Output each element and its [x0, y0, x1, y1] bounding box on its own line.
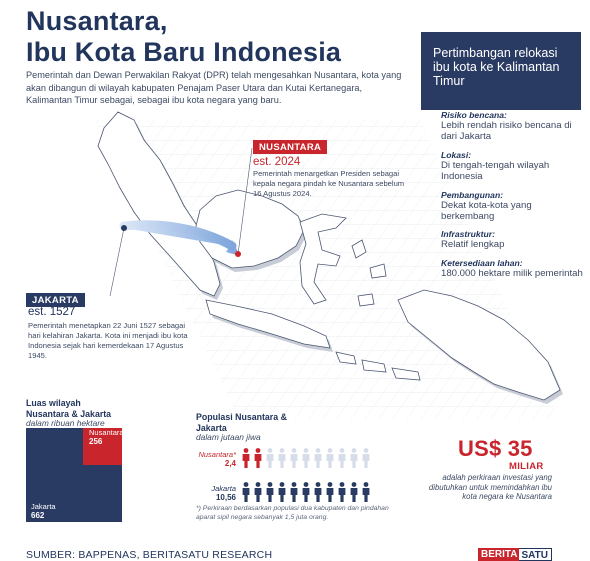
jakarta-person-icon — [267, 482, 274, 502]
area-subtitle: dalam ribuan hektare — [26, 418, 105, 428]
reason-label: Infrastruktur: — [441, 229, 495, 240]
jakarta-marker — [121, 225, 127, 231]
nusantara-person-icon — [327, 448, 334, 468]
reason-value: Lebih rendah risiko bencana di dari Jakarta — [441, 120, 572, 143]
jakarta-person-icon — [363, 482, 370, 502]
area-title: Luas wilayah Nusantara & Jakarta — [26, 398, 112, 419]
reason-label: Lokasi: — [441, 149, 472, 160]
reason-lahan — [441, 258, 586, 279]
jakarta-population-label: Jakarta — [211, 484, 236, 493]
jakarta-tag: JAKARTA — [26, 293, 85, 307]
reason-label: Risiko bencana: — [441, 110, 507, 120]
jakarta-person-icon — [291, 482, 298, 502]
nusantara-person-icon — [243, 448, 250, 468]
reason-lokasi — [441, 150, 586, 183]
nusantara-population-value: 2,4 — [224, 459, 236, 468]
jakarta-person-icon — [315, 482, 322, 502]
reason-value: Relatif lengkap — [441, 239, 505, 251]
jakarta-person-icon — [279, 482, 286, 502]
nusantara-description: Pemerintah menargetkan Presiden sebagai kepala negara pindah ke Nusantara sebelum 16 Agustus 2024. — [253, 169, 405, 198]
logo-part-1: BERITA — [478, 548, 519, 561]
title-line-2: Ibu Kota Baru Indonesia — [26, 37, 342, 67]
nusantara-area-value: 256 — [89, 437, 103, 446]
nusantara-population-label: Nusantara* — [198, 450, 236, 459]
nusantara-population-icons — [243, 448, 370, 468]
investment-unit: MILIAR — [509, 461, 544, 472]
relocation-panel-title: Pertimbangan relokasi ibu kota ke Kalimantan Timur — [421, 32, 581, 110]
jakarta-description: Pemerintah menetapkan 22 Juni 1527 sebagai hari kelahiran Jakarta. Kota ini menjadi ibu kota Indonesia sejak hari kemerdekaan 17 Agustus 1945. — [28, 321, 188, 360]
nusantara-person-icon — [291, 448, 298, 468]
nusantara-person-icon — [363, 448, 370, 468]
jakarta-population-icons — [243, 482, 370, 502]
reason-value: Dekat kota-kota yang berkembang — [441, 199, 532, 223]
nusantara-person-icon — [267, 448, 274, 468]
jakarta-person-icon — [243, 482, 250, 502]
jakarta-established: est. 1527 — [28, 306, 76, 318]
reason-label: Ketersediaan lahan: — [441, 257, 523, 268]
logo-part-2: SATU — [519, 548, 551, 561]
nusantara-tag: NUSANTARA — [253, 140, 327, 154]
investment-amount: US$ 35 — [458, 436, 533, 461]
jakarta-person-icon — [327, 482, 334, 502]
jakarta-person-icon — [339, 482, 346, 502]
nusantara-area-label: Nusantara — [89, 428, 124, 437]
source-text: SUMBER: BAPPENAS, BERITASATU RESEARCH — [26, 549, 273, 561]
reason-pembangunan — [441, 190, 586, 223]
jakarta-person-icon — [303, 482, 310, 502]
jakarta-area-label: Jakarta — [31, 502, 56, 511]
nusantara-marker — [235, 251, 241, 257]
nusantara-established: est. 2024 — [253, 156, 301, 168]
investment-description: adalah perkiraan investasi yang dibutuhkan untuk memindahkan ibu kota negara ke Nusantara — [428, 473, 552, 502]
reason-value: 180.000 hektare milik pemerintah — [441, 267, 583, 279]
nusantara-person-icon — [279, 448, 286, 468]
intro-text: Pemerintah dan Dewan Perwakilan Rakyat (DPR) telah mengesahkan Nusantara, kota yang akan dibangun di wilayah kabupaten Penajam Paser Utara dan Kutai Kertanegara, Kalimantan Timur sebagai, sebagai ibu kota negara yang baru. — [26, 70, 402, 106]
reason-label: Pembangunan: — [441, 189, 504, 200]
jakarta-area-value: 662 — [31, 511, 45, 520]
page-title — [26, 6, 341, 68]
reason-risiko — [441, 110, 586, 143]
nusantara-person-icon — [303, 448, 310, 468]
nusantara-person-icon — [315, 448, 322, 468]
title-line-1: Nusantara, — [26, 6, 168, 36]
jakarta-population-value: 10,56 — [215, 493, 236, 502]
reason-value: Di tengah-tengah wilayah Indonesia — [441, 159, 550, 183]
jakarta-leader-line — [110, 228, 124, 296]
beritasatu-logo — [478, 548, 552, 561]
nusantara-person-icon — [351, 448, 358, 468]
nusantara-person-icon — [339, 448, 346, 468]
nusantara-person-icon — [255, 448, 262, 468]
population-title: Populasi Nusantara & Jakarta — [196, 412, 287, 433]
jakarta-person-icon — [255, 482, 262, 502]
population-subtitle: dalam jutaan jiwa — [196, 432, 261, 442]
reasons-list — [441, 110, 586, 279]
jakarta-person-icon — [351, 482, 358, 502]
population-footnote: *) Perkiraan berdasarkan populasi dua kabupaten dan pindahan aparat sipil negara sebanyak 1,5 juta orang. — [196, 505, 389, 521]
reason-infrastruktur — [441, 229, 586, 250]
